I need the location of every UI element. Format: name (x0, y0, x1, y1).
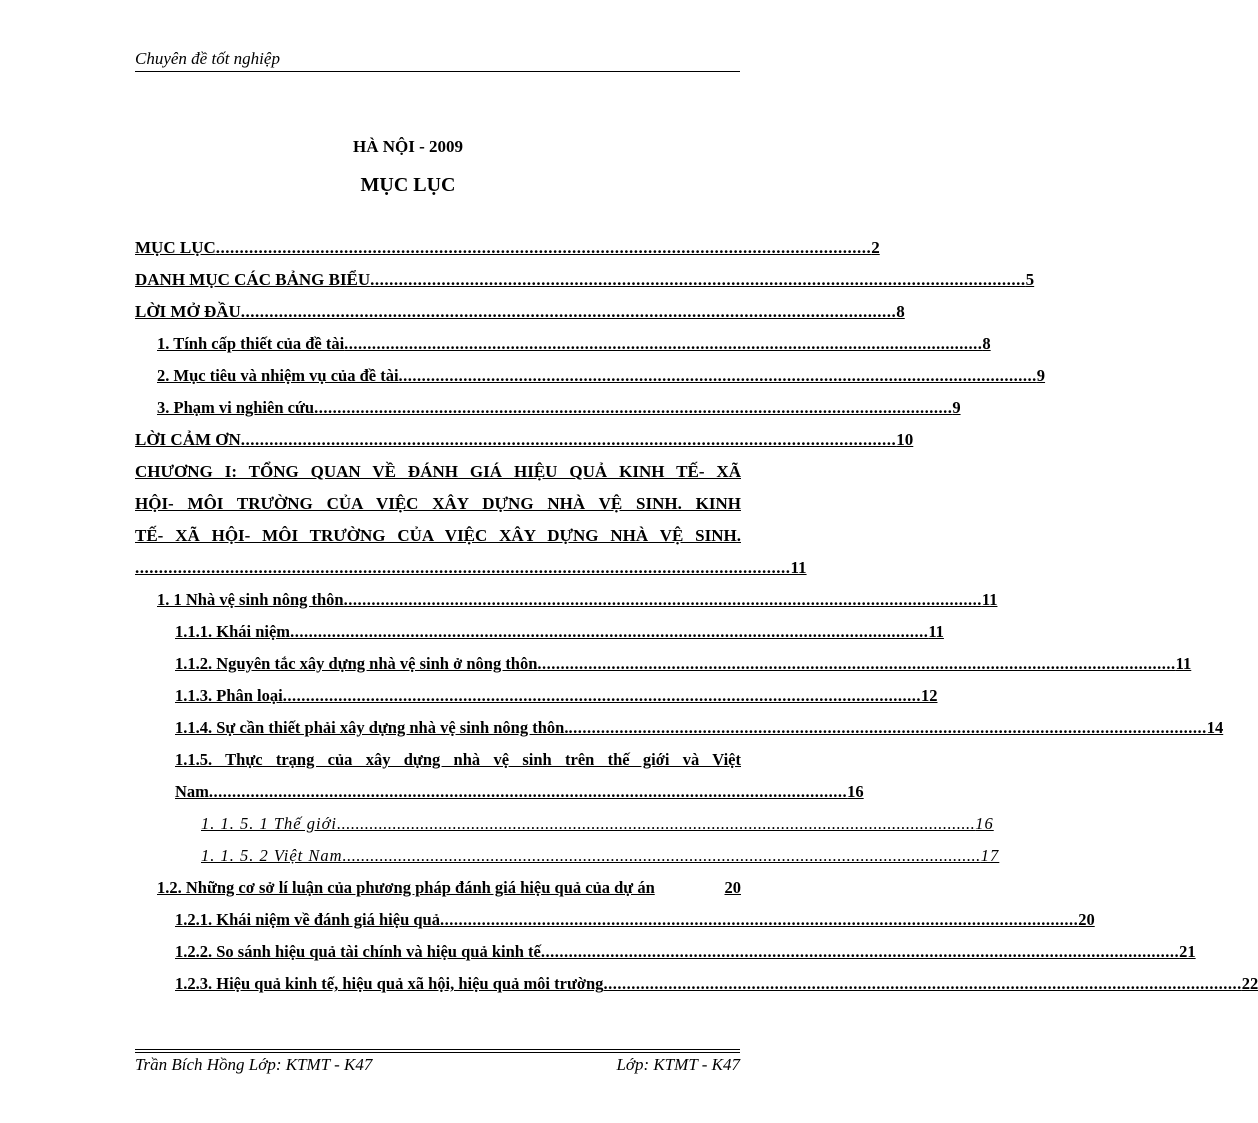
toc-title: MỤC LỤC (360, 174, 456, 196)
toc-entry-loi-mo-dau[interactable]: LỜI MỞ ĐẦU .......................................................................................................................................... 8 (135, 302, 905, 321)
toc-entry-danh-muc-bang-bieu[interactable]: DANH MỤC CÁC BẢNG BIỂU .......................................................................................................................................... 5 (135, 270, 1035, 289)
page-header-title: Chuyên đề tốt nghiệp (135, 49, 280, 68)
table-of-contents (135, 232, 1258, 1000)
footer-author: Trần Bích Hồng Lớp: KTMT - K47 (135, 1055, 373, 1074)
toc-entry-1-1[interactable]: 1. 1 Nhà vệ sinh nông thôn .......................................................................................................................................... 11 (157, 590, 998, 609)
toc-entry-1-1-5-1[interactable]: 1. 1. 5. 1 Thế giới .......................................................................................................................................... 16 (201, 814, 994, 833)
toc-entry-loi-cam-on[interactable]: LỜI CẢM ƠN .......................................................................................................................................... 10 (135, 430, 914, 449)
toc-entry-1-2-1[interactable]: 1.2.1. Khái niệm về đánh giá hiệu quả .......................................................................................................................................... 20 (175, 910, 1095, 929)
footer-class: Lớp: KTMT - K47 (616, 1055, 740, 1074)
toc-entry-chuong-1[interactable]: CHƯƠNG I: TỔNG QUAN VỀ ĐÁNH GIÁ HIỆU QUẢ KINH TẾ- XÃ HỘI- MÔI TRƯỜNG CỦA VIỆC XÂY DỰNG NHÀ VỆ SINH. KINH TẾ- XÃ HỘI- MÔI TRƯỜNG CỦA VIỆC XÂY DỰNG NHÀ VỆ SINH. .......................................................................................................................................... 11 (135, 462, 807, 577)
toc-entry-muc-tieu[interactable]: 2. Mục tiêu và nhiệm vụ của đề tài .......................................................................................................................................... 9 (157, 366, 1046, 385)
toc-entry-1-1-3[interactable]: 1.1.3. Phân loại .......................................................................................................................................... 12 (175, 686, 938, 705)
footer-divider-top (135, 1049, 740, 1050)
toc-entry-1-2[interactable]: 1.2. Những cơ sở lí luận của phương pháp đánh giá hiệu quả của dự án 20 (157, 878, 741, 897)
toc-entry-1-2-3[interactable]: 1.2.3. Hiệu quả kinh tế, hiệu quả xã hội, hiệu quả môi trường .......................................................................................................................................... 22 (175, 974, 1258, 993)
toc-entry-pham-vi[interactable]: 3. Phạm vi nghiên cứu .......................................................................................................................................... 9 (157, 398, 961, 417)
toc-entry-1-2-2[interactable]: 1.2.2. So sánh hiệu quả tài chính và hiệu quả kinh tế .......................................................................................................................................... 21 (175, 942, 1196, 961)
toc-entry-1-1-4[interactable]: 1.1.4. Sự cần thiết phải xây dựng nhà vệ sinh nông thôn. .......................................................................................................................................... 14 (175, 718, 1224, 737)
toc-entry-1-1-5[interactable]: 1.1.5. Thực trạng của xây dựng nhà vệ sinh trên thế giới và Việt Nam .......................................................................................................................................... 16 (175, 750, 864, 801)
toc-entry-tinh-cap-thiet[interactable]: 1. Tính cấp thiết của đề tài .......................................................................................................................................... 8 (157, 334, 991, 353)
toc-entry-1-1-2[interactable]: 1.1.2. Nguyên tắc xây dựng nhà vệ sinh ở nông thôn .......................................................................................................................................... 11 (175, 654, 1192, 673)
footer-divider-bottom (135, 1052, 740, 1053)
toc-entry-1-1-5-2[interactable]: 1. 1. 5. 2 Việt Nam .......................................................................................................................................... 17 (201, 846, 1000, 865)
toc-entry-1-1-1[interactable]: 1.1.1. Khái niệm .......................................................................................................................................... 11 (175, 622, 944, 641)
toc-entry-muc-luc[interactable]: MỤC LỤC .......................................................................................................................................... 2 (135, 238, 880, 257)
place-date: HÀ NỘI - 2009 (352, 137, 464, 156)
header-divider (135, 71, 740, 72)
